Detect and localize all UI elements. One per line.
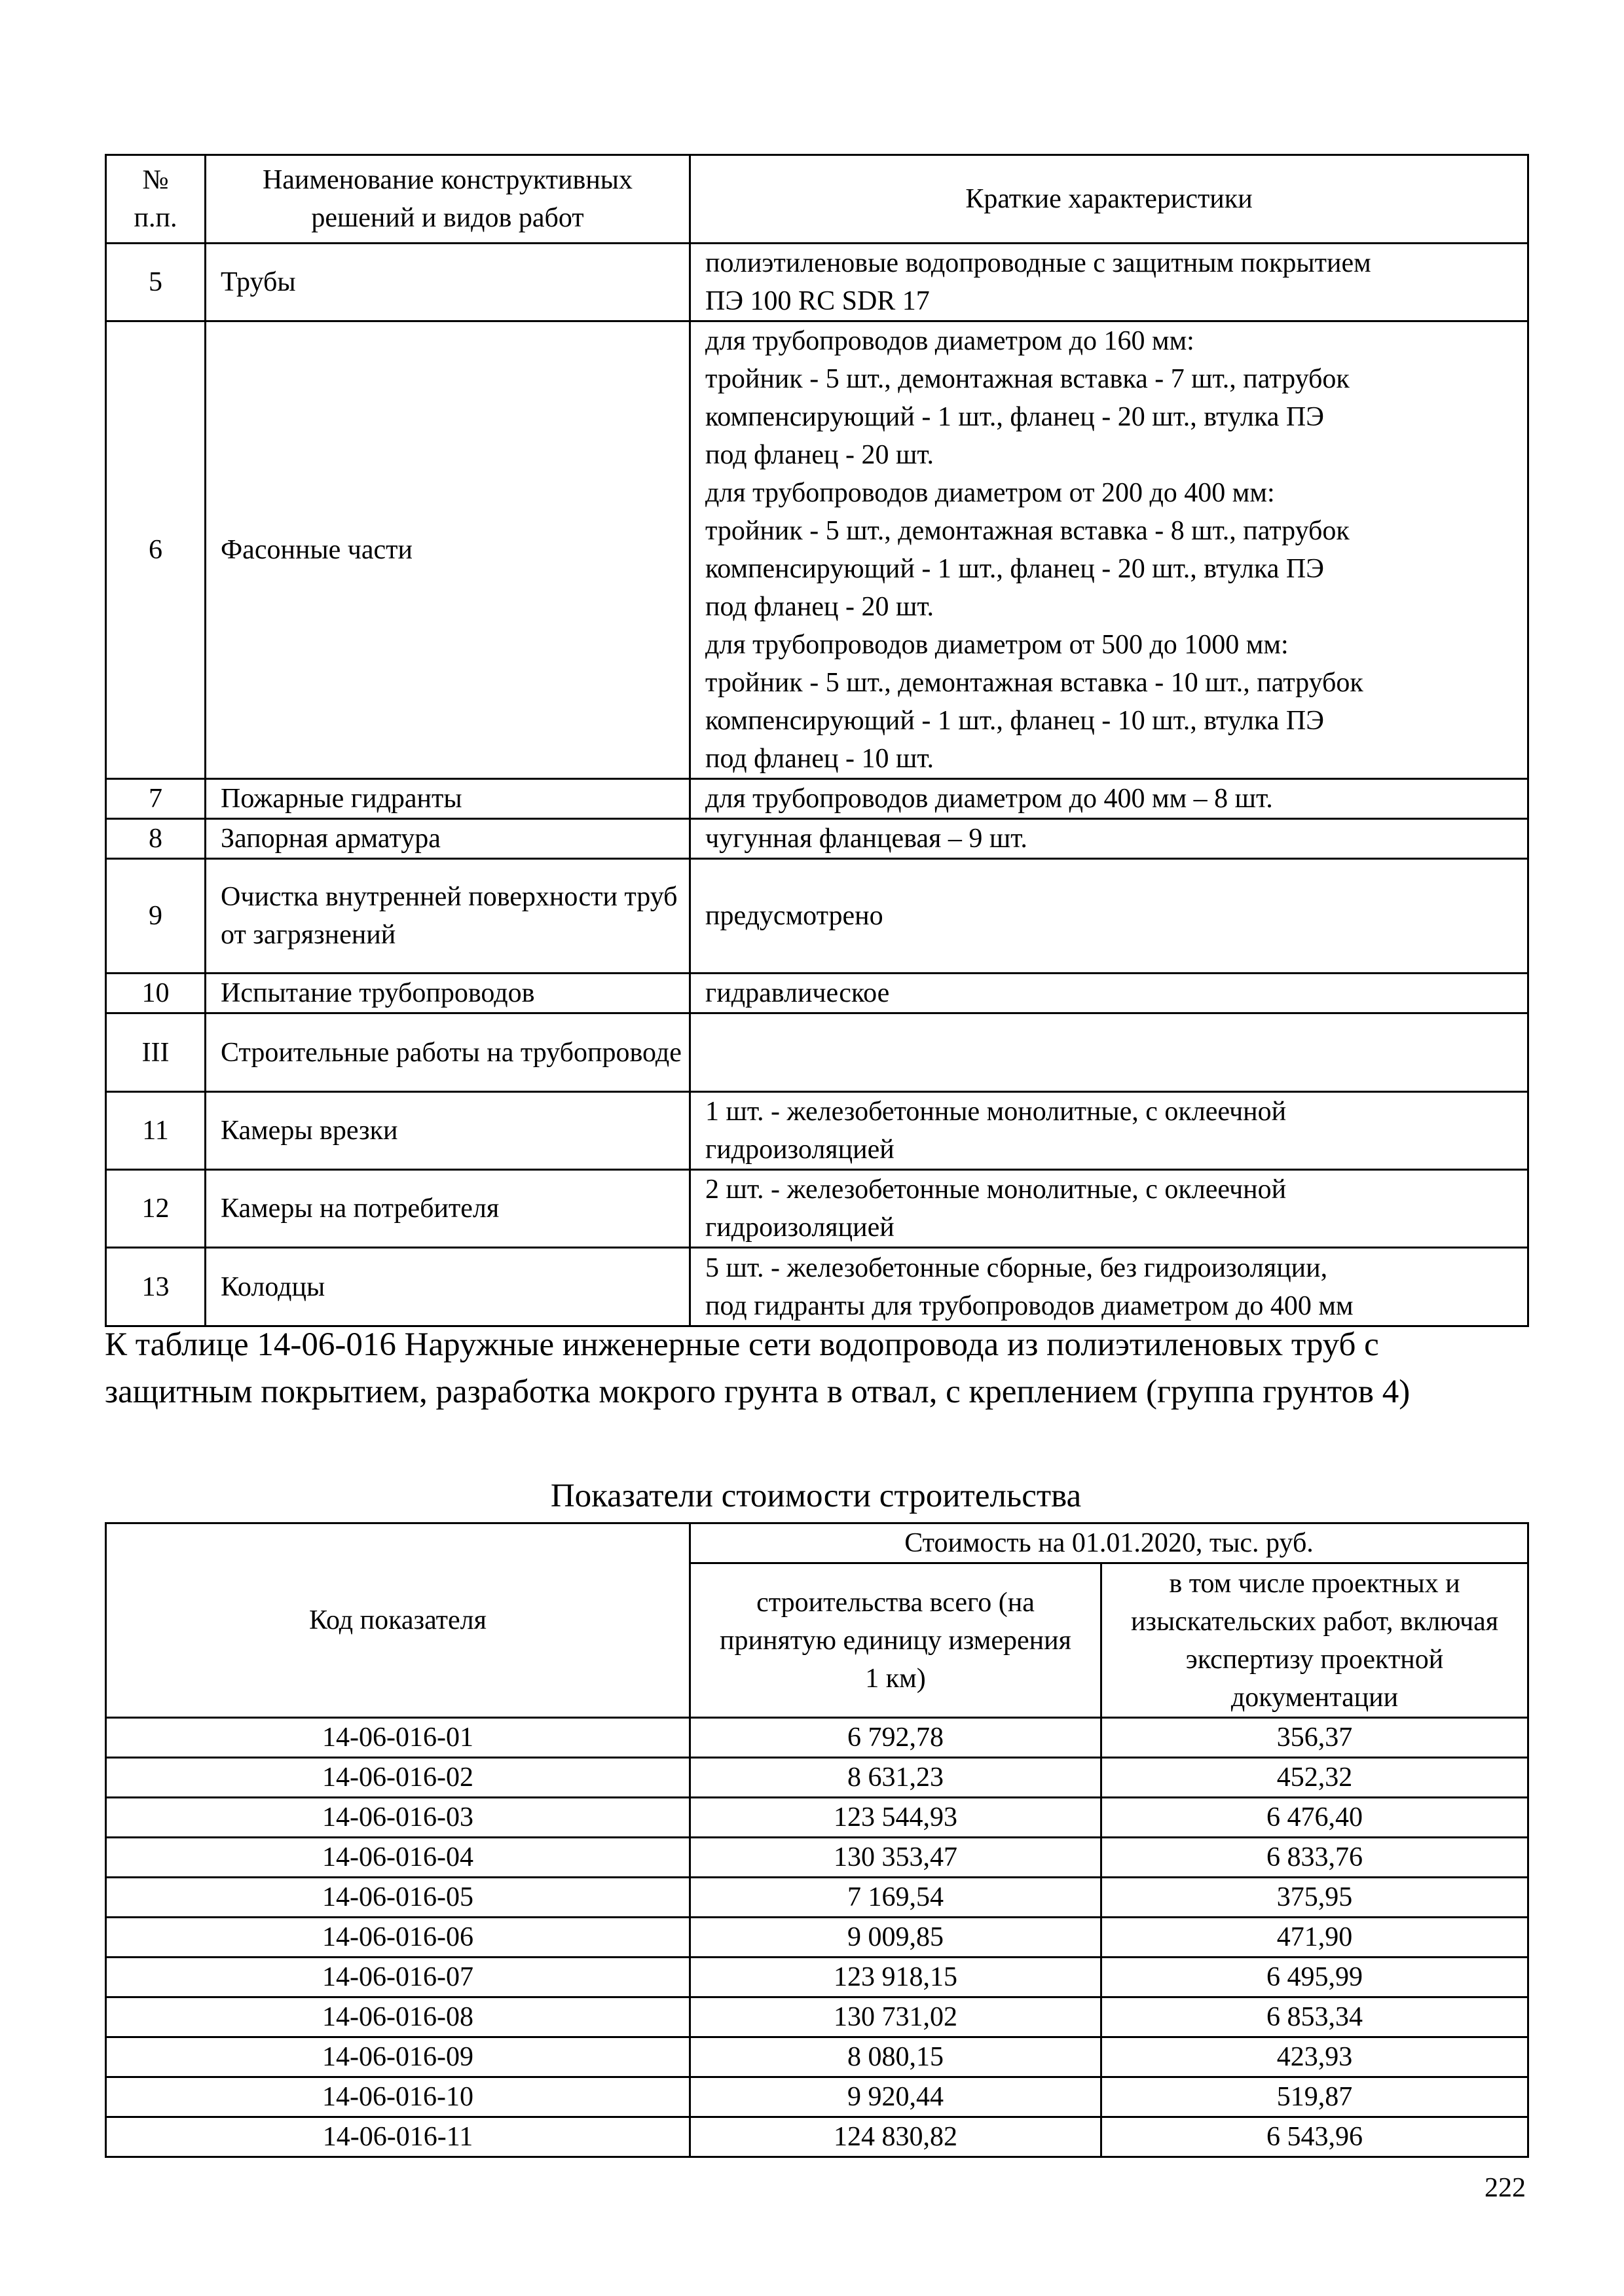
row-description: [690, 974, 1528, 1013]
description-line: гидроизоляцией: [705, 1212, 895, 1243]
header-code-label: Код показателя: [309, 1605, 487, 1635]
row-number: 11: [106, 1092, 206, 1170]
cell-design: 6 833,76: [1101, 1838, 1528, 1878]
cell-design: 519,87: [1101, 2077, 1528, 2117]
row-description: [690, 819, 1528, 859]
cell-design: 6 476,40: [1101, 1798, 1528, 1838]
description-line: гидравлическое: [705, 978, 890, 1008]
row-number: 12: [106, 1170, 206, 1248]
row-name: Колодцы: [206, 1248, 690, 1326]
page-number: 222: [1485, 2173, 1526, 2203]
table-row: [106, 2037, 1528, 2077]
description-line: для трубопроводов диаметром до 160 мм:: [705, 326, 1194, 356]
row-name: Запорная арматура: [206, 819, 690, 859]
row-name: Камеры на потребителя: [206, 1170, 690, 1248]
row-name: Фасонные части: [206, 321, 690, 779]
row-name: Испытание трубопроводов: [206, 974, 690, 1013]
row-number: 13: [106, 1248, 206, 1326]
cell-code: 14-06-016-04: [106, 1838, 690, 1878]
row-number: III: [106, 1013, 206, 1092]
table-row: [106, 244, 1528, 321]
description-line: для трубопроводов диаметром от 200 до 400 мм:: [705, 478, 1275, 508]
cell-code: 14-06-016-10: [106, 2077, 690, 2117]
cost-indicators-table: [105, 1522, 1529, 2158]
description-line: 1 шт. - железобетонные монолитные, с оклеечной: [705, 1097, 1287, 1127]
table-row: [106, 1170, 1528, 1248]
description-line: компенсирующий - 1 шт., фланец - 20 шт., втулка ПЭ: [705, 402, 1324, 432]
header-cost-group: Стоимость на 01.01.2020, тыс. руб.: [690, 1523, 1528, 1563]
cell-total: 123 544,93: [690, 1798, 1101, 1838]
table-row: [106, 1758, 1528, 1798]
cell-total: 7 169,54: [690, 1878, 1101, 1918]
table-header-row: [106, 155, 1528, 244]
cell-code: 14-06-016-02: [106, 1758, 690, 1798]
cell-total: 9 009,85: [690, 1918, 1101, 1958]
table-row: [106, 1878, 1528, 1918]
table-row: [106, 1997, 1528, 2037]
cell-total: 130 353,47: [690, 1838, 1101, 1878]
description-line: 2 шт. - железобетонные монолитные, с оклеечной: [705, 1175, 1287, 1205]
row-description: [690, 1170, 1528, 1248]
cell-code: 14-06-016-06: [106, 1918, 690, 1958]
cell-total: 130 731,02: [690, 1997, 1101, 2037]
cell-code: 14-06-016-01: [106, 1718, 690, 1758]
header-desc: Краткие характеристики: [690, 155, 1528, 244]
cell-total: 124 830,82: [690, 2117, 1101, 2157]
row-number: 9: [106, 859, 206, 974]
cell-design: 6 543,96: [1101, 2117, 1528, 2157]
description-line: предусмотрено: [705, 901, 883, 931]
cell-code: 14-06-016-11: [106, 2117, 690, 2157]
description-line: 5 шт. - железобетонные сборные, без гидроизоляции,: [705, 1252, 1328, 1283]
cell-total: 6 792,78: [690, 1718, 1101, 1758]
cell-design: 471,90: [1101, 1918, 1528, 1958]
row-description: [690, 1248, 1528, 1326]
table-row: [106, 1248, 1528, 1326]
description-line: чугунная фланцевая – 9 шт.: [705, 824, 1027, 854]
row-name: Строительные работы на трубопроводе: [206, 1013, 690, 1092]
row-number: 7: [106, 779, 206, 819]
row-description: [690, 1092, 1528, 1170]
table-row: [106, 819, 1528, 859]
cell-design: 6 495,99: [1101, 1958, 1528, 1997]
table-row: [106, 859, 1528, 974]
table-row: [106, 1092, 1528, 1170]
description-line: под фланец - 20 шт.: [705, 440, 934, 470]
description-line: под фланец - 10 шт.: [705, 744, 934, 774]
header-code: [106, 1523, 690, 1718]
row-number: 6: [106, 321, 206, 779]
cell-code: 14-06-016-09: [106, 2037, 690, 2077]
table-row: [106, 1918, 1528, 1958]
table-row: [106, 2077, 1528, 2117]
constructive-solutions-table: [105, 154, 1529, 1327]
table-caption-paragraph: К таблице 14-06-016 Наружные инженерные сети водопровода из полиэтиленовых труб с защитным покрытием, разработка мокрого грунта в отвал, с креплением (группа грунтов 4): [105, 1326, 1411, 1410]
cell-code: 14-06-016-05: [106, 1878, 690, 1918]
row-name: Камеры врезки: [206, 1092, 690, 1170]
cell-design: 356,37: [1101, 1718, 1528, 1758]
description-line: гидроизоляцией: [705, 1135, 895, 1165]
description-line: компенсирующий - 1 шт., фланец - 20 шт., втулка ПЭ: [705, 554, 1324, 584]
description-line: компенсирующий - 1 шт., фланец - 10 шт., втулка ПЭ: [705, 706, 1324, 736]
table-row: [106, 779, 1528, 819]
row-description: [690, 1013, 1528, 1092]
table-row: [106, 1958, 1528, 1997]
cell-total: 9 920,44: [690, 2077, 1101, 2117]
row-description: [690, 244, 1528, 321]
header-name: Наименование конструктивных решений и видов работ: [206, 155, 690, 244]
row-description: [690, 321, 1528, 779]
cell-design: 375,95: [1101, 1878, 1528, 1918]
row-name: Трубы: [206, 244, 690, 321]
cell-code: 14-06-016-07: [106, 1958, 690, 1997]
cell-total: 123 918,15: [690, 1958, 1101, 1997]
cell-total: 8 080,15: [690, 2037, 1101, 2077]
cell-code: 14-06-016-03: [106, 1798, 690, 1838]
description-line: ПЭ 100 RC SDR 17: [705, 286, 930, 316]
cell-code: 14-06-016-08: [106, 1997, 690, 2037]
header-total: строительства всего (на принятую единицу измерения 1 км): [690, 1563, 1101, 1718]
header-design: в том числе проектных и изыскательских работ, включая экспертизу проектной документации: [1101, 1563, 1528, 1718]
description-line: для трубопроводов диаметром от 500 до 1000 мм:: [705, 630, 1289, 660]
table-header-row: [106, 1523, 1528, 1563]
cell-design: 452,32: [1101, 1758, 1528, 1798]
row-name: Пожарные гидранты: [206, 779, 690, 819]
description-line: под фланец - 20 шт.: [705, 592, 934, 622]
table-row: [106, 1013, 1528, 1092]
table-row: [106, 974, 1528, 1013]
row-description: [690, 779, 1528, 819]
table-row: [106, 1718, 1528, 1758]
row-number: 10: [106, 974, 206, 1013]
row-number: 5: [106, 244, 206, 321]
description-line: тройник - 5 шт., демонтажная вставка - 7 шт., патрубок: [705, 364, 1350, 394]
cost-table-title: Показатели стоимости строительства: [550, 1478, 1082, 1514]
table-row: [106, 2117, 1528, 2157]
row-number: 8: [106, 819, 206, 859]
table-row: [106, 321, 1528, 779]
cell-design: 423,93: [1101, 2037, 1528, 2077]
description-line: полиэтиленовые водопроводные с защитным покрытием: [705, 248, 1371, 278]
cell-total: 8 631,23: [690, 1758, 1101, 1798]
table-row: [106, 1798, 1528, 1838]
header-num: № п.п.: [106, 155, 206, 244]
cell-design: 6 853,34: [1101, 1997, 1528, 2037]
description-line: для трубопроводов диаметром до 400 мм – 8 шт.: [705, 784, 1273, 814]
description-line: тройник - 5 шт., демонтажная вставка - 10 шт., патрубок: [705, 668, 1363, 698]
description-line: под гидранты для трубопроводов диаметром до 400 мм: [705, 1290, 1354, 1321]
row-name: Очистка внутренней поверхности труб от загрязнений: [206, 859, 690, 974]
table-row: [106, 1838, 1528, 1878]
row-description: [690, 859, 1528, 974]
description-line: тройник - 5 шт., демонтажная вставка - 8 шт., патрубок: [705, 516, 1350, 546]
